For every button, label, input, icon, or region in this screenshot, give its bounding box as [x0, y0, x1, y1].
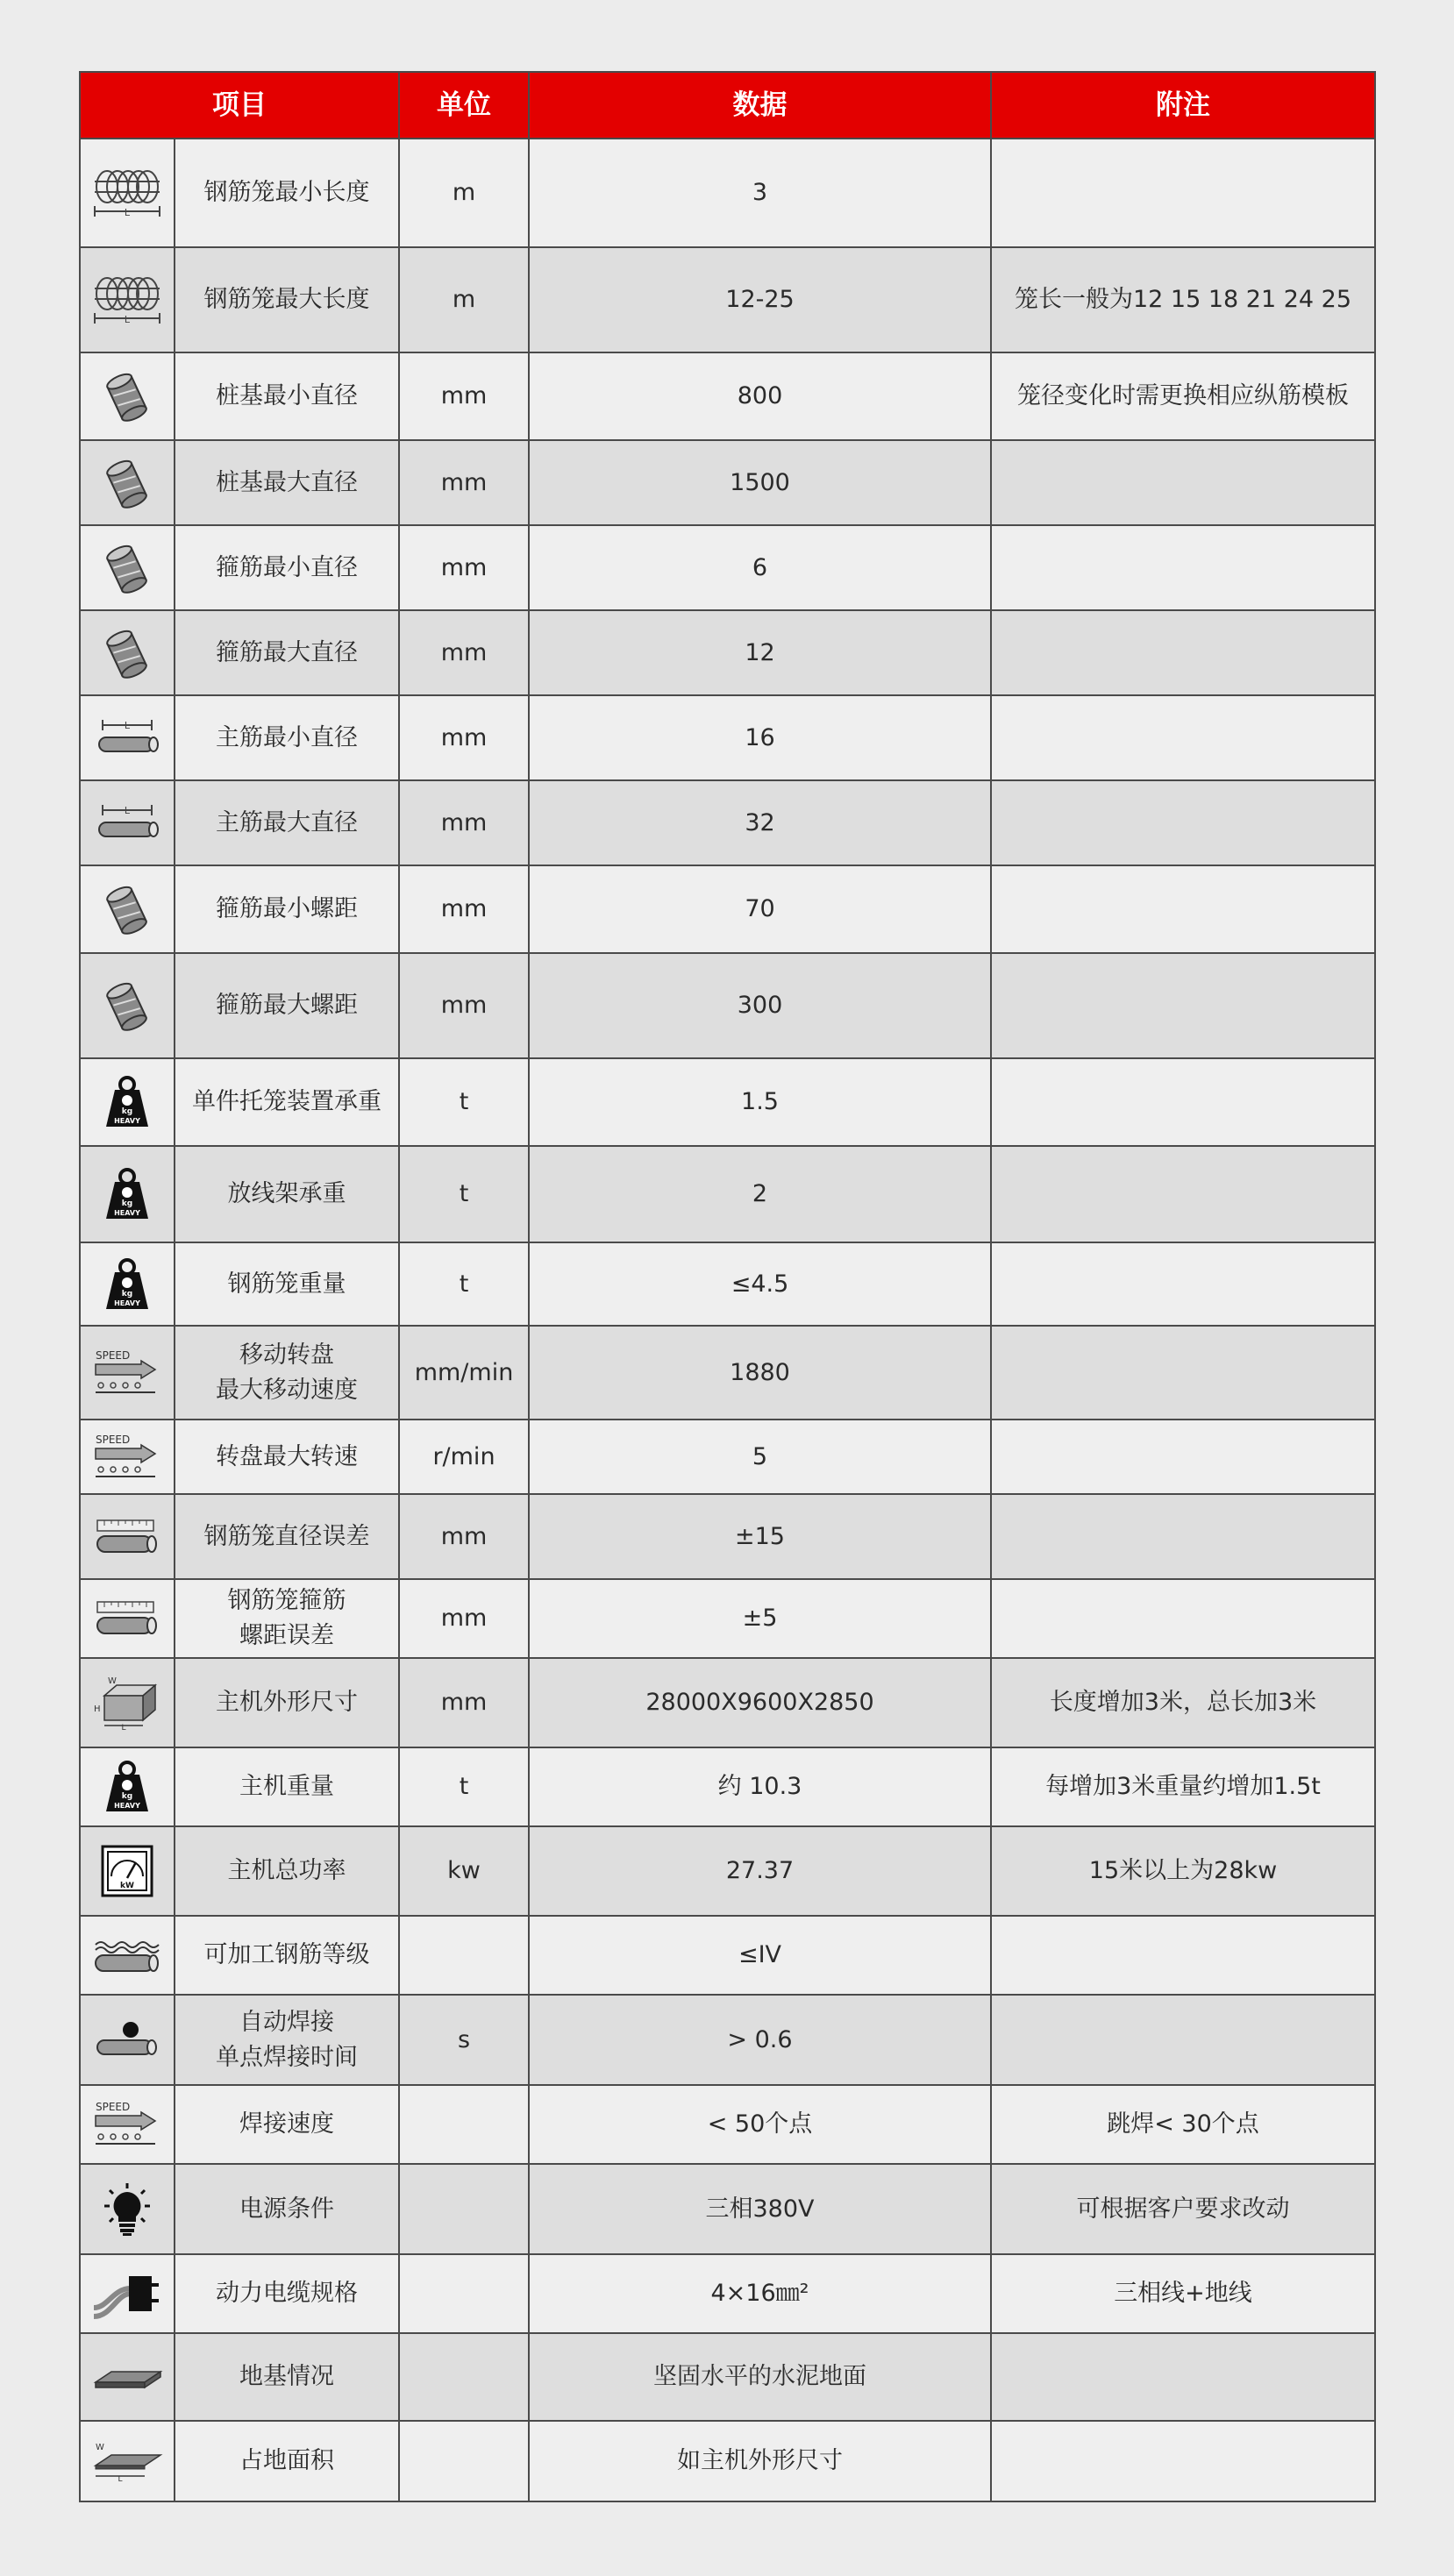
heavy-weight-icon	[81, 1256, 174, 1313]
row-value: ≤4.5	[529, 1242, 991, 1326]
row-unit: mm	[399, 1658, 529, 1747]
row-note: 可根据客户要求改动	[991, 2164, 1375, 2254]
svg-text:HEAVY: HEAVY	[114, 1802, 140, 1810]
table-row	[80, 1146, 1375, 1242]
row-icon-cell	[80, 610, 175, 695]
table-row	[80, 2085, 1375, 2164]
row-unit	[399, 2164, 529, 2254]
svg-text:L: L	[124, 314, 131, 325]
svg-text:kg: kg	[121, 1792, 133, 1801]
table-row	[80, 1826, 1375, 1916]
spec-table	[79, 71, 1376, 2502]
rebar-grade-icon	[81, 1932, 174, 1978]
row-icon-cell	[80, 1658, 175, 1747]
row-item: 桩基最小直径	[175, 352, 399, 440]
row-value: 12	[529, 610, 991, 695]
row-note: 跳焊< 30个点	[991, 2085, 1375, 2164]
row-item: 占地面积	[175, 2421, 399, 2501]
pile-diameter-icon	[81, 367, 174, 425]
svg-text:SPEED: SPEED	[96, 2101, 131, 2113]
row-unit: mm	[399, 610, 529, 695]
row-icon-cell	[80, 1579, 175, 1658]
speed-icon	[81, 2100, 174, 2149]
table-row	[80, 525, 1375, 610]
row-value: 如主机外形尺寸	[529, 2421, 991, 2501]
row-icon-cell	[80, 525, 175, 610]
pile-diameter-icon	[81, 539, 174, 597]
row-note: 长度增加3米，总长加3米	[991, 1658, 1375, 1747]
row-unit	[399, 1916, 529, 1995]
header-unit: 单位	[399, 72, 529, 139]
row-unit: mm	[399, 352, 529, 440]
svg-text:HEAVY: HEAVY	[114, 1209, 140, 1217]
row-unit: mm	[399, 695, 529, 780]
row-item: 主筋最大直径	[175, 780, 399, 865]
row-value: 1.5	[529, 1058, 991, 1146]
table-row	[80, 953, 1375, 1058]
svg-text:kg: kg	[121, 1289, 133, 1299]
row-note	[991, 1579, 1375, 1658]
row-note	[991, 1995, 1375, 2085]
row-unit: t	[399, 1146, 529, 1242]
row-note	[991, 1494, 1375, 1579]
row-value: 800	[529, 352, 991, 440]
row-icon-cell	[80, 953, 175, 1058]
row-value: 70	[529, 865, 991, 953]
row-item: 单件托笼装置承重	[175, 1058, 399, 1146]
table-row	[80, 139, 1375, 247]
row-note: 笼长一般为12 15 18 21 24 25	[991, 247, 1375, 352]
table-row	[80, 2164, 1375, 2254]
row-icon-cell	[80, 1747, 175, 1826]
row-note	[991, 139, 1375, 247]
svg-text:L: L	[124, 207, 131, 218]
table-row	[80, 1747, 1375, 1826]
row-unit	[399, 2085, 529, 2164]
row-item: 箍筋最小螺距	[175, 865, 399, 953]
row-icon-cell	[80, 865, 175, 953]
row-note: 三相线+地线	[991, 2254, 1375, 2333]
table-row	[80, 2333, 1375, 2421]
row-unit	[399, 2254, 529, 2333]
table-row	[80, 1658, 1375, 1747]
svg-text:W: W	[96, 2443, 104, 2452]
row-value: 4×16㎜²	[529, 2254, 991, 2333]
row-value: 坚固水平的水泥地面	[529, 2333, 991, 2421]
row-item: 动力电缆规格	[175, 2254, 399, 2333]
row-note: 15米以上为28kw	[991, 1826, 1375, 1916]
table-row	[80, 1420, 1375, 1494]
row-unit	[399, 2421, 529, 2501]
row-value: 12-25	[529, 247, 991, 352]
power-meter-icon	[81, 1843, 174, 1899]
row-note	[991, 1326, 1375, 1420]
row-value: 28000X9600X2850	[529, 1658, 991, 1747]
row-note: 笼径变化时需更换相应纵筋模板	[991, 352, 1375, 440]
row-item: 钢筋笼重量	[175, 1242, 399, 1326]
row-icon-cell	[80, 1916, 175, 1995]
row-unit: mm	[399, 865, 529, 953]
header-note: 附注	[991, 72, 1375, 139]
row-icon-cell	[80, 1058, 175, 1146]
svg-text:W: W	[108, 1676, 117, 1686]
row-icon-cell	[80, 2254, 175, 2333]
row-value: 300	[529, 953, 991, 1058]
row-item: 钢筋笼最大长度	[175, 247, 399, 352]
table-row	[80, 695, 1375, 780]
rebar-length-icon	[81, 801, 174, 845]
ground-slab-icon	[81, 2359, 174, 2395]
row-icon-cell	[80, 2085, 175, 2164]
row-unit: mm	[399, 525, 529, 610]
table-row	[80, 2254, 1375, 2333]
table-row	[80, 1995, 1375, 2085]
row-icon-cell	[80, 440, 175, 525]
table-row	[80, 247, 1375, 352]
row-item: 移动转盘 最大移动速度	[175, 1326, 399, 1420]
floor-area-icon	[81, 2439, 174, 2483]
svg-text:L: L	[124, 804, 131, 816]
svg-text:L: L	[121, 1724, 126, 1731]
power-plug-icon	[81, 2267, 174, 2320]
svg-text:kg: kg	[121, 1199, 133, 1208]
row-icon-cell	[80, 1326, 175, 1420]
speed-icon	[81, 1433, 174, 1482]
pile-diameter-icon	[81, 624, 174, 682]
row-value: 2	[529, 1146, 991, 1242]
row-note	[991, 1058, 1375, 1146]
header-item: 项目	[80, 72, 399, 139]
row-unit: t	[399, 1747, 529, 1826]
row-value: 1880	[529, 1326, 991, 1420]
row-unit: mm	[399, 1494, 529, 1579]
row-note	[991, 1420, 1375, 1494]
table-row	[80, 1326, 1375, 1420]
svg-text:kW: kW	[120, 1882, 134, 1890]
svg-text:SPEED: SPEED	[96, 1433, 131, 1446]
row-item: 箍筋最大螺距	[175, 953, 399, 1058]
row-note	[991, 2421, 1375, 2501]
svg-text:HEAVY: HEAVY	[114, 1299, 140, 1307]
row-value: 约 10.3	[529, 1747, 991, 1826]
row-value: 32	[529, 780, 991, 865]
row-icon-cell	[80, 780, 175, 865]
row-note	[991, 1146, 1375, 1242]
row-note	[991, 865, 1375, 953]
row-item: 主机外形尺寸	[175, 1658, 399, 1747]
cage-length-icon	[81, 269, 174, 331]
pile-diameter-icon	[81, 977, 174, 1035]
row-item: 桩基最大直径	[175, 440, 399, 525]
row-item: 主机重量	[175, 1747, 399, 1826]
light-bulb-icon	[81, 2181, 174, 2238]
row-unit: mm	[399, 780, 529, 865]
pile-diameter-icon	[81, 880, 174, 938]
row-note	[991, 440, 1375, 525]
row-value: 16	[529, 695, 991, 780]
row-icon-cell	[80, 1826, 175, 1916]
row-value: 6	[529, 525, 991, 610]
row-value: 三相380V	[529, 2164, 991, 2254]
speed-icon	[81, 1348, 174, 1398]
ruler-bar-icon	[81, 1595, 174, 1642]
row-unit: t	[399, 1058, 529, 1146]
row-unit	[399, 2333, 529, 2421]
table-row	[80, 865, 1375, 953]
row-item: 钢筋笼直径误差	[175, 1494, 399, 1579]
row-value: < 50个点	[529, 2085, 991, 2164]
svg-text:L: L	[118, 2475, 123, 2483]
pile-diameter-icon	[81, 454, 174, 512]
row-icon-cell	[80, 352, 175, 440]
row-unit: m	[399, 139, 529, 247]
row-item: 地基情况	[175, 2333, 399, 2421]
row-note	[991, 525, 1375, 610]
row-icon-cell	[80, 1494, 175, 1579]
row-item: 转盘最大转速	[175, 1420, 399, 1494]
row-icon-cell	[80, 2421, 175, 2501]
cage-length-icon	[81, 162, 174, 224]
row-unit: mm	[399, 1579, 529, 1658]
table-row	[80, 1494, 1375, 1579]
row-value: > 0.6	[529, 1995, 991, 2085]
row-item: 箍筋最小直径	[175, 525, 399, 610]
row-unit: s	[399, 1995, 529, 2085]
row-item: 钢筋笼最小长度	[175, 139, 399, 247]
heavy-weight-icon	[81, 1074, 174, 1130]
svg-text:L: L	[124, 719, 131, 731]
row-icon-cell	[80, 1995, 175, 2085]
row-item: 主机总功率	[175, 1826, 399, 1916]
row-item: 主筋最小直径	[175, 695, 399, 780]
row-item: 箍筋最大直径	[175, 610, 399, 695]
row-icon-cell	[80, 1242, 175, 1326]
ruler-bar-icon	[81, 1513, 174, 1561]
row-value: 5	[529, 1420, 991, 1494]
row-item: 钢筋笼箍筋 螺距误差	[175, 1579, 399, 1658]
row-value: ±15	[529, 1494, 991, 1579]
box-dimensions-icon	[81, 1675, 174, 1731]
row-icon-cell	[80, 247, 175, 352]
row-value: 27.37	[529, 1826, 991, 1916]
row-item: 电源条件	[175, 2164, 399, 2254]
row-icon-cell	[80, 2333, 175, 2421]
row-unit: r/min	[399, 1420, 529, 1494]
row-note	[991, 1916, 1375, 1995]
table-row	[80, 1058, 1375, 1146]
heavy-weight-icon	[81, 1759, 174, 1815]
weld-point-icon	[81, 2016, 174, 2065]
row-value: ±5	[529, 1579, 991, 1658]
table-row	[80, 1579, 1375, 1658]
row-item: 焊接速度	[175, 2085, 399, 2164]
row-note	[991, 953, 1375, 1058]
row-icon-cell	[80, 2164, 175, 2254]
row-icon-cell	[80, 1420, 175, 1494]
table-row	[80, 780, 1375, 865]
row-item: 自动焊接 单点焊接时间	[175, 1995, 399, 2085]
row-unit: kw	[399, 1826, 529, 1916]
row-unit: m	[399, 247, 529, 352]
heavy-weight-icon	[81, 1166, 174, 1222]
row-note: 每增加3米重量约增加1.5t	[991, 1747, 1375, 1826]
row-value: 3	[529, 139, 991, 247]
row-unit: mm	[399, 440, 529, 525]
row-icon-cell	[80, 139, 175, 247]
table-row	[80, 1916, 1375, 1995]
table-row	[80, 440, 1375, 525]
svg-text:SPEED: SPEED	[96, 1348, 131, 1362]
row-value: ≤IV	[529, 1916, 991, 1995]
header-row	[80, 72, 1375, 139]
row-unit: mm/min	[399, 1326, 529, 1420]
row-note	[991, 695, 1375, 780]
table-row	[80, 1242, 1375, 1326]
svg-text:HEAVY: HEAVY	[114, 1117, 140, 1125]
row-item: 放线架承重	[175, 1146, 399, 1242]
table-row	[80, 352, 1375, 440]
row-value: 1500	[529, 440, 991, 525]
row-icon-cell	[80, 695, 175, 780]
svg-text:H: H	[94, 1704, 101, 1714]
table-row	[80, 2421, 1375, 2501]
table-row	[80, 610, 1375, 695]
svg-text:kg: kg	[121, 1107, 133, 1116]
row-icon-cell	[80, 1146, 175, 1242]
row-note	[991, 610, 1375, 695]
row-item: 可加工钢筋等级	[175, 1916, 399, 1995]
row-unit: mm	[399, 953, 529, 1058]
row-note	[991, 1242, 1375, 1326]
row-unit: t	[399, 1242, 529, 1326]
header-data: 数据	[529, 72, 991, 139]
row-note	[991, 780, 1375, 865]
row-note	[991, 2333, 1375, 2421]
rebar-length-icon	[81, 716, 174, 760]
